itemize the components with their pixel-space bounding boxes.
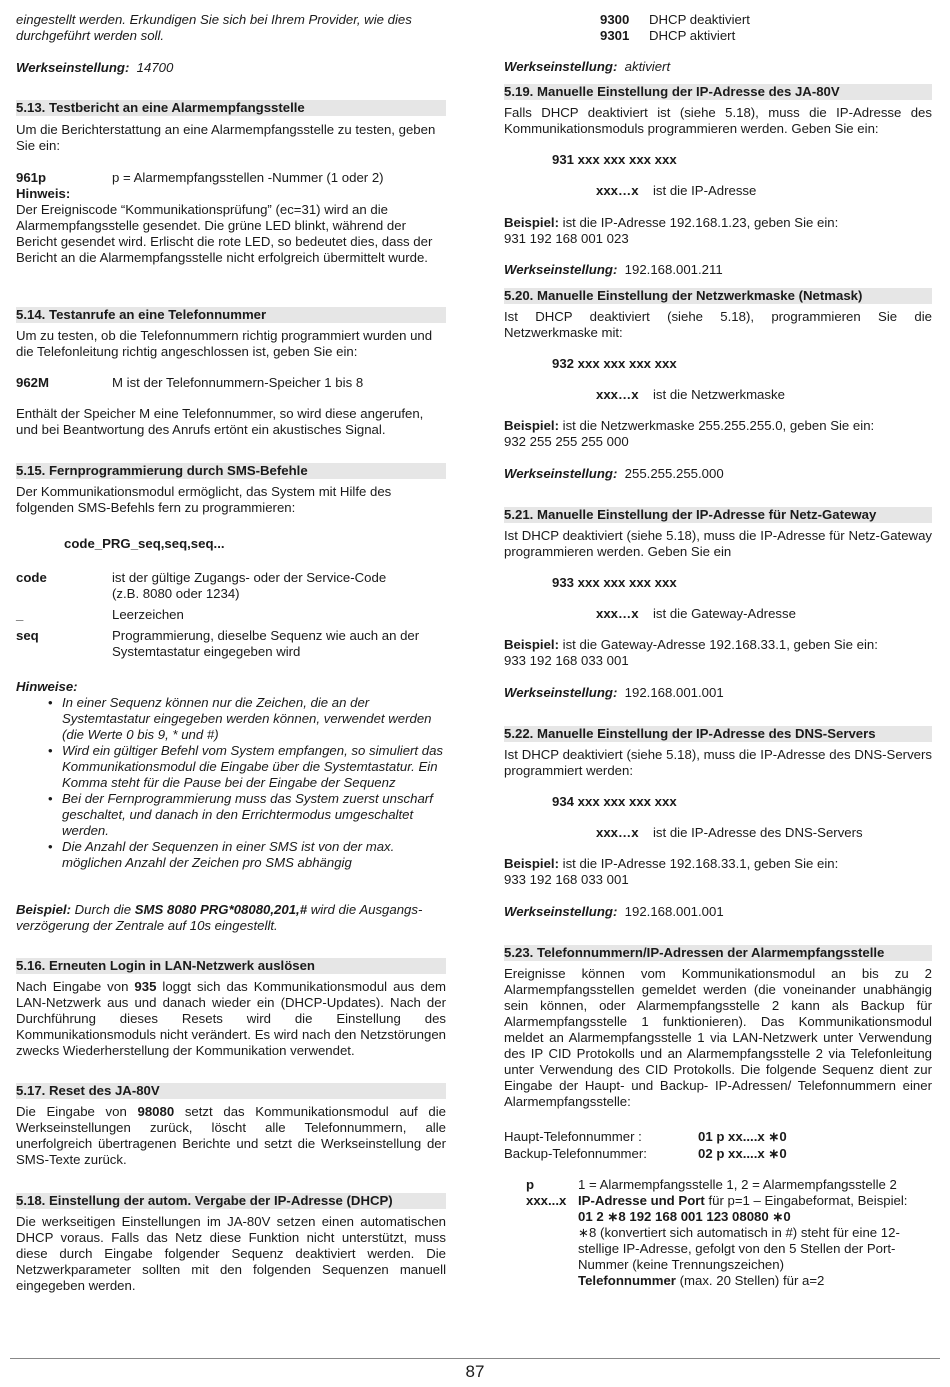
section-heading-5-13: 5.13. Testbericht an eine Alarmempfangsstelle [16,100,446,116]
section-text: Ist DHCP deaktiviert (siehe 5.18), muss die IP-Adresse des DNS-Servers programmiert werden: [504,747,932,778]
example: Beispiel: ist die Netzwerkmaske 255.255.255.0, geben Sie ein: [504,418,875,433]
section-heading-5-17: 5.17. Reset des JA-80V [16,1083,446,1099]
section-heading-5-19: 5.19. Manuelle Einstellung der IP-Adresse des JA-80V [504,84,932,100]
sequence: 934 xxx xxx xxx xxx [552,794,677,809]
section-text: Die Eingabe von 98080 setzt das Kommunikationsmodul auf die Werkseinstellungen zurück, löscht alle Telefonnummern, alle unerfolgreich übertragenen Berichte und setzt die Werkseinstellung der SMS-Texte zurück. [16,1104,446,1167]
section-heading-5-15: 5.15. Fernprogrammierung durch SMS-Befehle [16,463,446,479]
intro-line: durchgeführt werden soll. [16,28,165,43]
section-heading-5-21: 5.21. Manuelle Einstellung der IP-Adresse für Netz-Gateway [504,507,932,523]
default-setting: Werkseinstellung: 192.168.001.001 [504,685,724,700]
example-code: 932 255 255 255 000 [504,434,629,449]
list-item: • Bei der Fernprogrammierung muss das System zuerst unscharf geschaltet, und danach in den Errichtermodus umgeschaltet werden. [16,791,446,839]
hints-label: Hinweise: [16,679,78,694]
list-item: • In einer Sequenz können nur die Zeichen, die an der Systemtastatur eingegeben werden können, verwendet werden (die Werte 0 bis 9, * und #) [16,695,446,743]
sequence: 932 xxx xxx xxx xxx [552,356,677,371]
example-code: 933 192 168 033 001 [504,653,629,668]
list-item: • Wird ein gültiger Befehl vom System empfangen, so simuliert das Kommunikationsmodul die Eingabe über die Systemtastatur. Ein Komma steht für die Pause bei der Eingabe der Sequenz [16,743,446,791]
section-text: Ist DHCP deaktiviert (siehe 5.18), muss die IP-Adresse für Netz-Gateway programmieren werden. Geben Sie ein [504,528,932,559]
code-key: 962M [16,375,49,390]
hints-list [16,695,446,871]
section-heading-5-23: 5.23. Telefonnummern/IP-Adressen der Alarmempfangsstelle [504,945,932,961]
section-heading-5-14: 5.14. Testanrufe an eine Telefonnummer [16,307,446,323]
example-code: 931 192 168 001 023 [504,231,629,246]
sequence: 933 xxx xxx xxx xxx [552,575,677,590]
default-setting: Werkseinstellung: 192.168.001.211 [504,262,723,277]
example: Beispiel: Durch die SMS 8080 PRG*08080,201,# wird die Ausgangs- [16,902,423,917]
page-number: 87 [465,1362,485,1381]
code-desc: M ist der Telefonnummern-Speicher 1 bis 8 [112,375,364,390]
example-code: 933 192 168 033 001 [504,872,629,887]
section-text: Falls DHCP deaktiviert ist (siehe 5.18), muss die IP-Adresse des Kommunikationsmoduls programmieren werden. Geben Sie ein: [504,105,932,136]
list-item: • Die Anzahl der Sequenzen in einer SMS ist von der max. möglichen Anzahl der Zeichen pro SMS abhängig [16,839,446,871]
default-setting: Werkseinstellung: 192.168.001.001 [504,904,724,919]
section-heading-5-20: 5.20. Manuelle Einstellung der Netzwerkmaske (Netmask) [504,288,932,304]
example: Beispiel: ist die Gateway-Adresse 192.168.33.1, geben Sie ein: [504,637,878,652]
hint-text: Der Ereigniscode “Kommunikationsprüfung” (ec=31) wird an die Alarmempfangsstelle gesendet. Die grüne LED blinkt, während der Bericht gesendet wird. Erlischt die rote LED, so bedeutet dies, dass der Bericht an die Alarmempfangsstelle nicht erfolgreich übermittelt wurde. [16,202,433,265]
section-text: Ereignisse können vom Kommunikationsmodul an bis zu 2 Alarmempfangsstellen gemeldet werden (die voneinander unabhängig sein können, oder Alarmempfangsstelle 2 kann als Backup für Alarmempfangsstelle 1 funktionieren). Das Kommunikationsmodul meldet an Alarmempfangsstelle 1 via LAN-Netzwerk unter Verwendung des IP CID Protokolls und an Alarmempfangsstelle 2 via Telefonleitung unter Verwendung des CID Protokolls. Die folgende Sequenz dient zur Eingabe der Haupt- und Backup- IP-Adressen/ Telefonnummern einer Alarmempfangsstelle: [504,966,932,1109]
sequence: 931 xxx xxx xxx xxx [552,152,677,167]
section-text: Um die Berichterstattung an eine Alarmempfangsstelle zu testen, geben Sie ein: [16,122,436,153]
section-heading-5-22: 5.22. Manuelle Einstellung der IP-Adresse des DNS-Servers [504,726,932,742]
default-setting: Werkseinstellung: 14700 [16,60,174,75]
section-text: Die werkseitigen Einstellungen im JA-80V setzen einen automatischen DHCP voraus. Falls das Netz diese Funktion nicht unterstützt, muss diese durch Eingabe folgender Sequenz deaktiviert werden. Die Netzwerkparameter sollten mit den folgenden Sequenzen manuell eingegeben werden. [16,1214,446,1293]
example: Beispiel: ist die IP-Adresse 192.168.33.1, geben Sie ein: [504,856,839,871]
section-text: Um zu testen, ob die Telefonnummern richtig programmiert wurden und die Telefonleitung richtig angeschlossen ist, geben Sie ein: [16,328,433,359]
section-text: Der Kommunikationsmodul ermöglicht, das System mit Hilfe des folgenden SMS-Befehls fern zu programmieren: [16,484,392,515]
footer-divider [10,1358,940,1359]
section-text: Nach Eingabe von 935 loggt sich das Kommunikationsmodul aus dem LAN-Netzwerk aus und danach wieder ein (DHCP-Updates). Nach der Durchführung dieses Resets wird die Einstellung des Kommunikationsmoduls nicht verändert. Es wird nach den Netzstörungen zwecks Wiederherstellung der Kommunikation verwendet. [16,979,446,1058]
default-setting: Werkseinstellung: aktiviert [504,59,671,74]
code-desc: p = Alarmempfangsstellen -Nummer (1 oder 2) [112,170,384,185]
section-text: Ist DHCP deaktiviert (siehe 5.18), programmieren Sie die Netzwerkmaske mit: [504,309,932,340]
section-heading-5-18: 5.18. Einstellung der autom. Vergabe der IP-Adresse (DHCP) [16,1193,446,1209]
example: verzögerung der Zentrale auf 10s eingestellt. [16,918,278,933]
section-text: Enthält der Speicher M eine Telefonnummer, so wird diese angerufen, und bei Beantwortung des Anrufs ertönt ein akustisches Signal. [16,406,424,437]
intro-line: eingestellt werden. Erkundigen Sie sich bei Ihrem Provider, wie dies [16,12,412,27]
default-setting: Werkseinstellung: 255.255.255.000 [504,466,724,481]
sms-command: code_PRG_seq,seq,seq... [64,536,225,551]
hint-label: Hinweis: [16,186,71,201]
example: Beispiel: ist die IP-Adresse 192.168.1.23, geben Sie ein: [504,215,839,230]
section-heading-5-16: 5.16. Erneuten Login in LAN-Netzwerk auslösen [16,958,446,974]
code-key: 961p [16,170,47,185]
